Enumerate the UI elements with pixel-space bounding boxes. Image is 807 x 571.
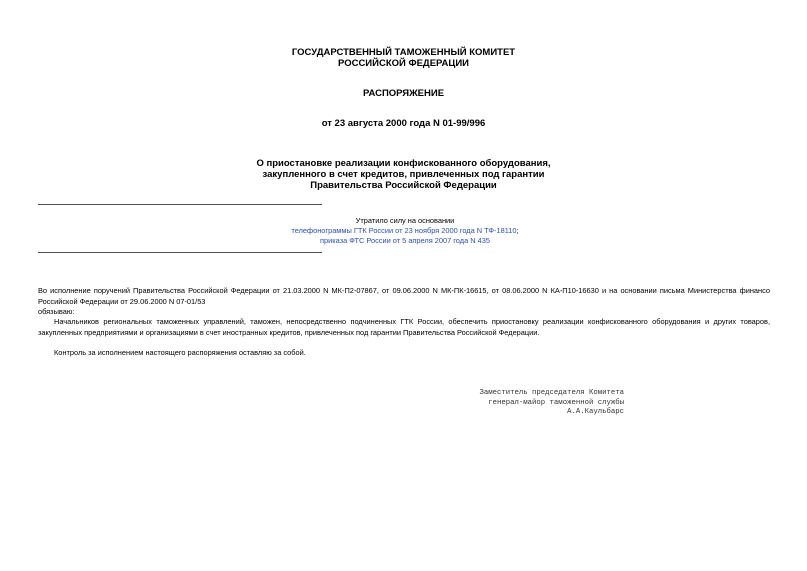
signer-rank: генерал-майор таможенной службы [488, 398, 624, 407]
divider-bottom [38, 252, 322, 253]
authority-line-1: ГОСУДАРСТВЕННЫЙ ТАМОЖЕННЫЙ КОМИТЕТ [291, 47, 516, 58]
document-date-number: от 23 августа 2000 года N 01-99/996 [321, 118, 486, 129]
obligates-line: обязываю: [38, 307, 75, 316]
title-line-3: Правительства Российской Федерации [310, 180, 497, 191]
title-line-1: О приостановке реализации конфискованного оборудования, [256, 158, 551, 169]
title-line-2: закупленного в счет кредитов, привлеченных под гарантии [262, 169, 545, 180]
link-separator: ; [516, 226, 519, 235]
signature-block [478, 389, 624, 418]
status-note [260, 216, 550, 246]
authority-line-2: РОССИЙСКОЙ ФЕДЕРАЦИИ [337, 58, 469, 69]
status-note-label: Утратило силу на основании [355, 216, 455, 225]
divider-top [38, 204, 322, 205]
repeal-link-order[interactable]: приказа ФТС России от 5 апреля 2007 года N 435 [320, 236, 490, 245]
repeal-link-telephonogram[interactable]: телефонограммы ГТК России от 23 ноября 2000 года N ТФ-18110 [291, 226, 517, 235]
instruction-paragraph: Начальников региональных таможенных управлений, таможен, непосредственно подчиненных ГТК России, обеспечить приостановку реализации конфискованного оборудования и других товаров, закупленных предприятиями и организациями в счет иностранных кредитов, привлеченных под гарантии Правительства Российской Федерации. [38, 317, 770, 337]
document-title [0, 158, 807, 191]
control-paragraph: Контроль за исполнением настоящего распоряжения оставляю за собой. [54, 348, 306, 357]
issuing-authority [0, 47, 807, 69]
signer-position: Заместитель председателя Комитета [479, 389, 624, 397]
signer-name: А.А.Каульбарс [567, 408, 624, 416]
document-type: РАСПОРЯЖЕНИЕ [362, 88, 445, 99]
preamble-paragraph: Во исполнение поручений Правительства Российской Федерации от 21.03.2000 N МК-П2-07867, от 09.06.2000 N МК-ПК-16615, от 08.06.2000 N КА-П10-16630 и на основании письма Министерства финансо Российской Федерации от 29.06.2000 N 07-01/53 [38, 286, 770, 306]
